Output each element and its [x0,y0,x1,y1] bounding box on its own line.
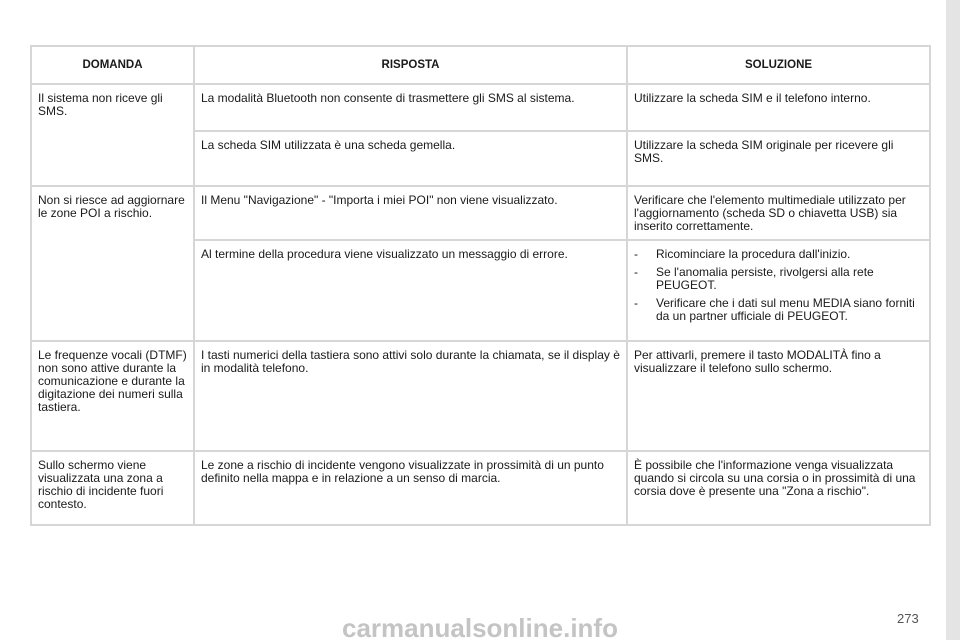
answer-cell: La scheda SIM utilizzata è una scheda gemella. [194,131,627,186]
solution-cell: Per attivarli, premere il tasto MODALITÀ fino a visualizzare il telefono sullo schermo. [627,341,930,451]
list-item [634,248,923,261]
dash-bullet: - [634,265,638,279]
header-question: DOMANDA [31,46,194,84]
dash-bullet: - [634,247,638,261]
answer-cell: I tasti numerici della tastiera sono attivi solo durante la chiamata, se il display è in modalità telefono. [194,341,627,451]
page-edge-band [946,0,960,640]
list-item-text: Ricominciare la procedura dall'inizio. [656,247,851,261]
solution-cell: Utilizzare la scheda SIM e il telefono interno. [627,84,930,131]
solution-cell [627,240,930,341]
solution-cell: Utilizzare la scheda SIM originale per ricevere gli SMS. [627,131,930,186]
question-cell: Sullo schermo viene visualizzata una zona a rischio di incidente fuori contesto. [31,451,194,525]
answer-cell: La modalità Bluetooth non consente di trasmettere gli SMS al sistema. [194,84,627,131]
question-cell: Le frequenze vocali (DTMF) non sono attive durante la comunicazione e durante la digitazione dei numeri sulla tastiera. [31,341,194,451]
table-row [31,451,930,525]
answer-cell: Le zone a rischio di incidente vengono visualizzate in prossimità di un punto definito nella mappa e in relazione a un senso di marcia. [194,451,627,525]
faq-table [30,45,931,526]
list-item [634,266,923,292]
solution-cell: È possibile che l'informazione venga visualizzata quando si circola su una corsia o in prossimità di una corsia dove è presente una "Zona a rischio". [627,451,930,525]
table-row [31,341,930,451]
header-solution: SOLUZIONE [627,46,930,84]
solution-list [634,248,923,323]
answer-cell: Al termine della procedura viene visualizzato un messaggio di errore. [194,240,627,341]
page-number: 273 [897,611,919,626]
table-row [31,84,930,131]
question-cell: Il sistema non riceve gli SMS. [31,84,194,186]
solution-cell: Verificare che l'elemento multimediale utilizzato per l'aggiornamento (scheda SD o chiavetta USB) sia inserito correttamente. [627,186,930,240]
watermark-text: carmanualsonline.info [342,613,618,643]
table-header-row [31,46,930,84]
question-cell: Non si riesce ad aggiornare le zone POI a rischio. [31,186,194,341]
list-item [634,297,923,323]
dash-bullet: - [634,296,638,310]
table-row [31,186,930,240]
list-item-text: Verificare che i dati sul menu MEDIA siano forniti da un partner ufficiale di PEUGEOT. [656,296,915,323]
header-answer: RISPOSTA [194,46,627,84]
answer-cell: Il Menu "Navigazione" - "Importa i miei POI" non viene visualizzato. [194,186,627,240]
list-item-text: Se l'anomalia persiste, rivolgersi alla rete PEUGEOT. [656,265,874,292]
